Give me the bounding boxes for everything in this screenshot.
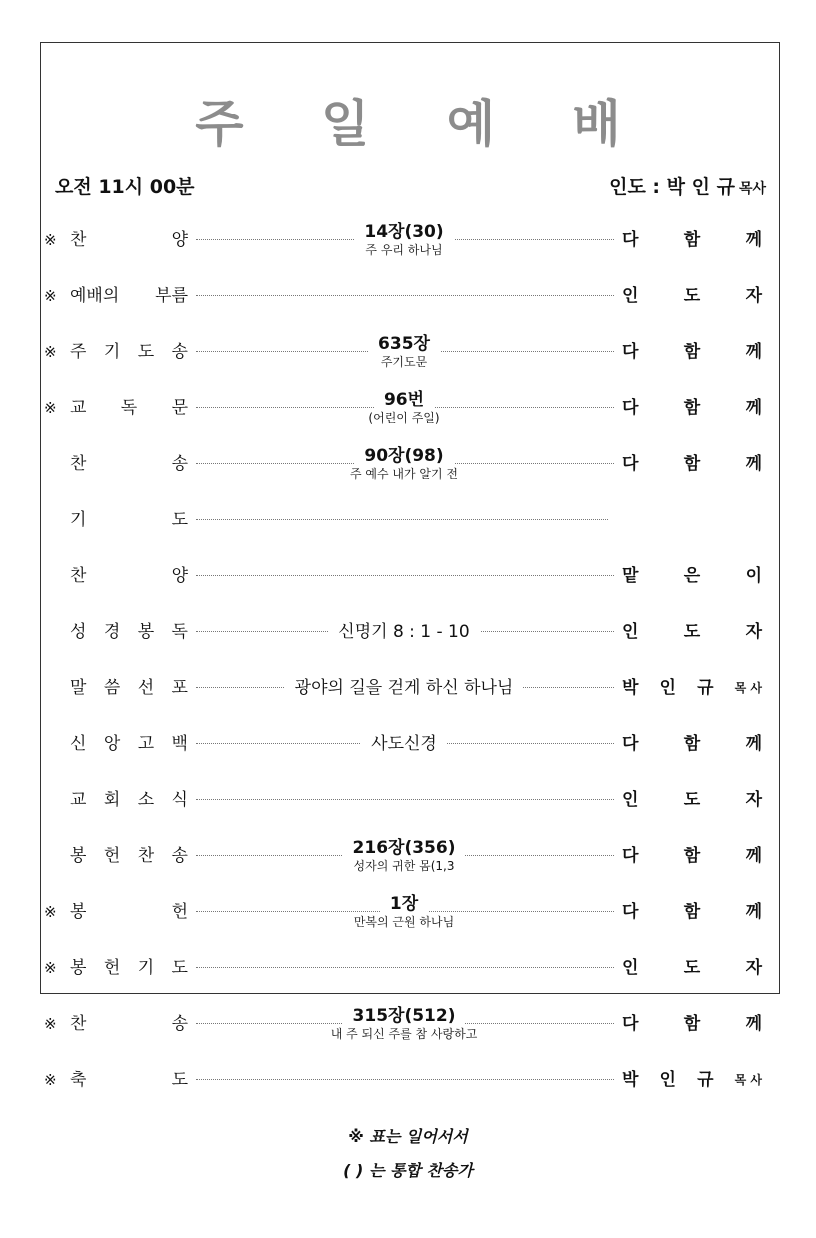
worship-item (44, 380, 774, 436)
standing-mark (44, 604, 68, 660)
item-main-text: 90장(98) (354, 446, 453, 466)
standing-mark (44, 716, 68, 772)
worship-item (44, 1052, 774, 1108)
item-sub-text: 성자의 귀한 몸(1,3 (344, 858, 465, 874)
item-detail (194, 828, 614, 884)
responsible-party: 다 함 께 (622, 734, 762, 754)
standing-mark (44, 828, 68, 884)
item-label: 기 도 (70, 510, 188, 530)
worship-item (44, 604, 774, 660)
item-main-text: 315장(512) (343, 1006, 466, 1026)
item-detail (194, 324, 614, 380)
item-detail (194, 660, 614, 716)
item-main-text: 1장 (380, 894, 428, 914)
worship-item (44, 772, 774, 828)
item-sub-text: 주기도문 (371, 354, 437, 370)
responsible-party: 맡 은 이 (622, 566, 762, 586)
standing-mark: ※ (44, 1071, 57, 1089)
responsible-party: 다 함 께 (622, 342, 762, 362)
responsible-party: 인 도 자 (622, 622, 762, 642)
item-label: 찬 송 (70, 1014, 188, 1034)
item-label: 봉 헌 찬 송 (70, 846, 188, 866)
item-main-text: 216장(356) (343, 838, 466, 858)
leader-name: 박 인 규 (666, 176, 735, 198)
item-detail (194, 212, 614, 268)
worship-item (44, 940, 774, 996)
item-main-text: 14장(30) (354, 222, 453, 242)
item-label: 찬 송 (70, 454, 188, 474)
item-detail (194, 436, 614, 492)
worship-item (44, 436, 774, 492)
responsible-party: 인 도 자 (622, 286, 762, 306)
item-main-text: 신명기 8 : 1 - 10 (328, 622, 479, 642)
standing-mark: ※ (44, 343, 57, 361)
responsible-party: 다 함 께 (622, 230, 762, 250)
leader-dots (196, 575, 614, 576)
item-label: 성 경 봉 독 (70, 622, 188, 642)
leader-dots (196, 295, 614, 296)
standing-mark (44, 772, 68, 828)
standing-mark: ※ (44, 399, 57, 417)
item-sub-text: 만복의 근원 하나님 (344, 914, 464, 930)
worship-item (44, 324, 774, 380)
item-label: 신 앙 고 백 (70, 734, 188, 754)
item-detail (194, 380, 614, 436)
responsible-party: 다 함 께 (622, 846, 762, 866)
item-label: 교 회 소 식 (70, 790, 188, 810)
item-sub-text: (어린이 주일) (358, 410, 449, 426)
item-main-text: 사도신경 (361, 734, 447, 754)
worship-item (44, 660, 774, 716)
responsible-party: 다 함 께 (622, 454, 762, 474)
standing-mark (44, 660, 68, 716)
responsible-party: 다 함 께 (622, 902, 762, 922)
leader-prefix: 인도 : (609, 176, 661, 198)
item-label: 봉 헌 (70, 902, 188, 922)
item-label: 예배의 부름 (70, 286, 188, 306)
responsible-party: 인 도 자 (622, 790, 762, 810)
worship-item (44, 548, 774, 604)
worship-item (44, 492, 774, 548)
worship-item (44, 716, 774, 772)
standing-mark (44, 436, 68, 492)
responsible-party: 다 함 께 (622, 398, 762, 418)
responsible-party: 박 인 규 목 사 (622, 678, 762, 698)
service-time: 오전 11시 00분 (55, 176, 195, 198)
standing-mark: ※ (44, 287, 57, 305)
worship-item (44, 268, 774, 324)
standing-mark: ※ (44, 1015, 57, 1033)
item-sub-text: 주 예수 내가 알기 전 (340, 466, 468, 482)
item-detail (194, 996, 614, 1052)
item-label: 교 독 문 (70, 398, 188, 418)
page-title: 주 일 예 배 (195, 95, 651, 153)
worship-item (44, 996, 774, 1052)
footer-note-hymnal: ( ) 는 통합 찬송가 (343, 1161, 473, 1180)
leader-title: 목사 (738, 181, 766, 197)
leader-dots (196, 799, 614, 800)
leader-dots (196, 519, 608, 520)
responsible-party: 다 함 께 (622, 1014, 762, 1034)
standing-mark: ※ (44, 903, 57, 921)
item-label: 말 씀 선 포 (70, 678, 188, 698)
footer-note-standing: ※ 표는 일어서서 (348, 1127, 468, 1146)
leader-dots (196, 967, 614, 968)
item-sub-text: 내 주 되신 주를 참 사랑하고 (321, 1026, 488, 1042)
standing-mark: ※ (44, 231, 57, 249)
service-leader (609, 172, 766, 199)
item-detail (194, 716, 614, 772)
item-label: 찬 양 (70, 230, 188, 250)
item-sub-text: 주 우리 하나님 (355, 242, 452, 258)
item-detail (194, 604, 614, 660)
worship-item (44, 884, 774, 940)
item-detail (194, 884, 614, 940)
item-label: 봉 헌 기 도 (70, 958, 188, 978)
item-label: 찬 양 (70, 566, 188, 586)
leader-dots (196, 1079, 614, 1080)
worship-item (44, 212, 774, 268)
standing-mark: ※ (44, 959, 57, 977)
item-main-text: 96번 (374, 390, 434, 410)
standing-mark (44, 548, 68, 604)
worship-item (44, 828, 774, 884)
responsible-party: 박 인 규 목 사 (622, 1070, 762, 1090)
item-label: 주 기 도 송 (70, 342, 188, 362)
item-main-text: 635장 (368, 334, 440, 354)
item-label: 축 도 (70, 1070, 188, 1090)
standing-mark (44, 492, 68, 548)
responsible-party: 인 도 자 (622, 958, 762, 978)
item-main-text: 광야의 길을 걷게 하신 하나님 (285, 678, 524, 698)
